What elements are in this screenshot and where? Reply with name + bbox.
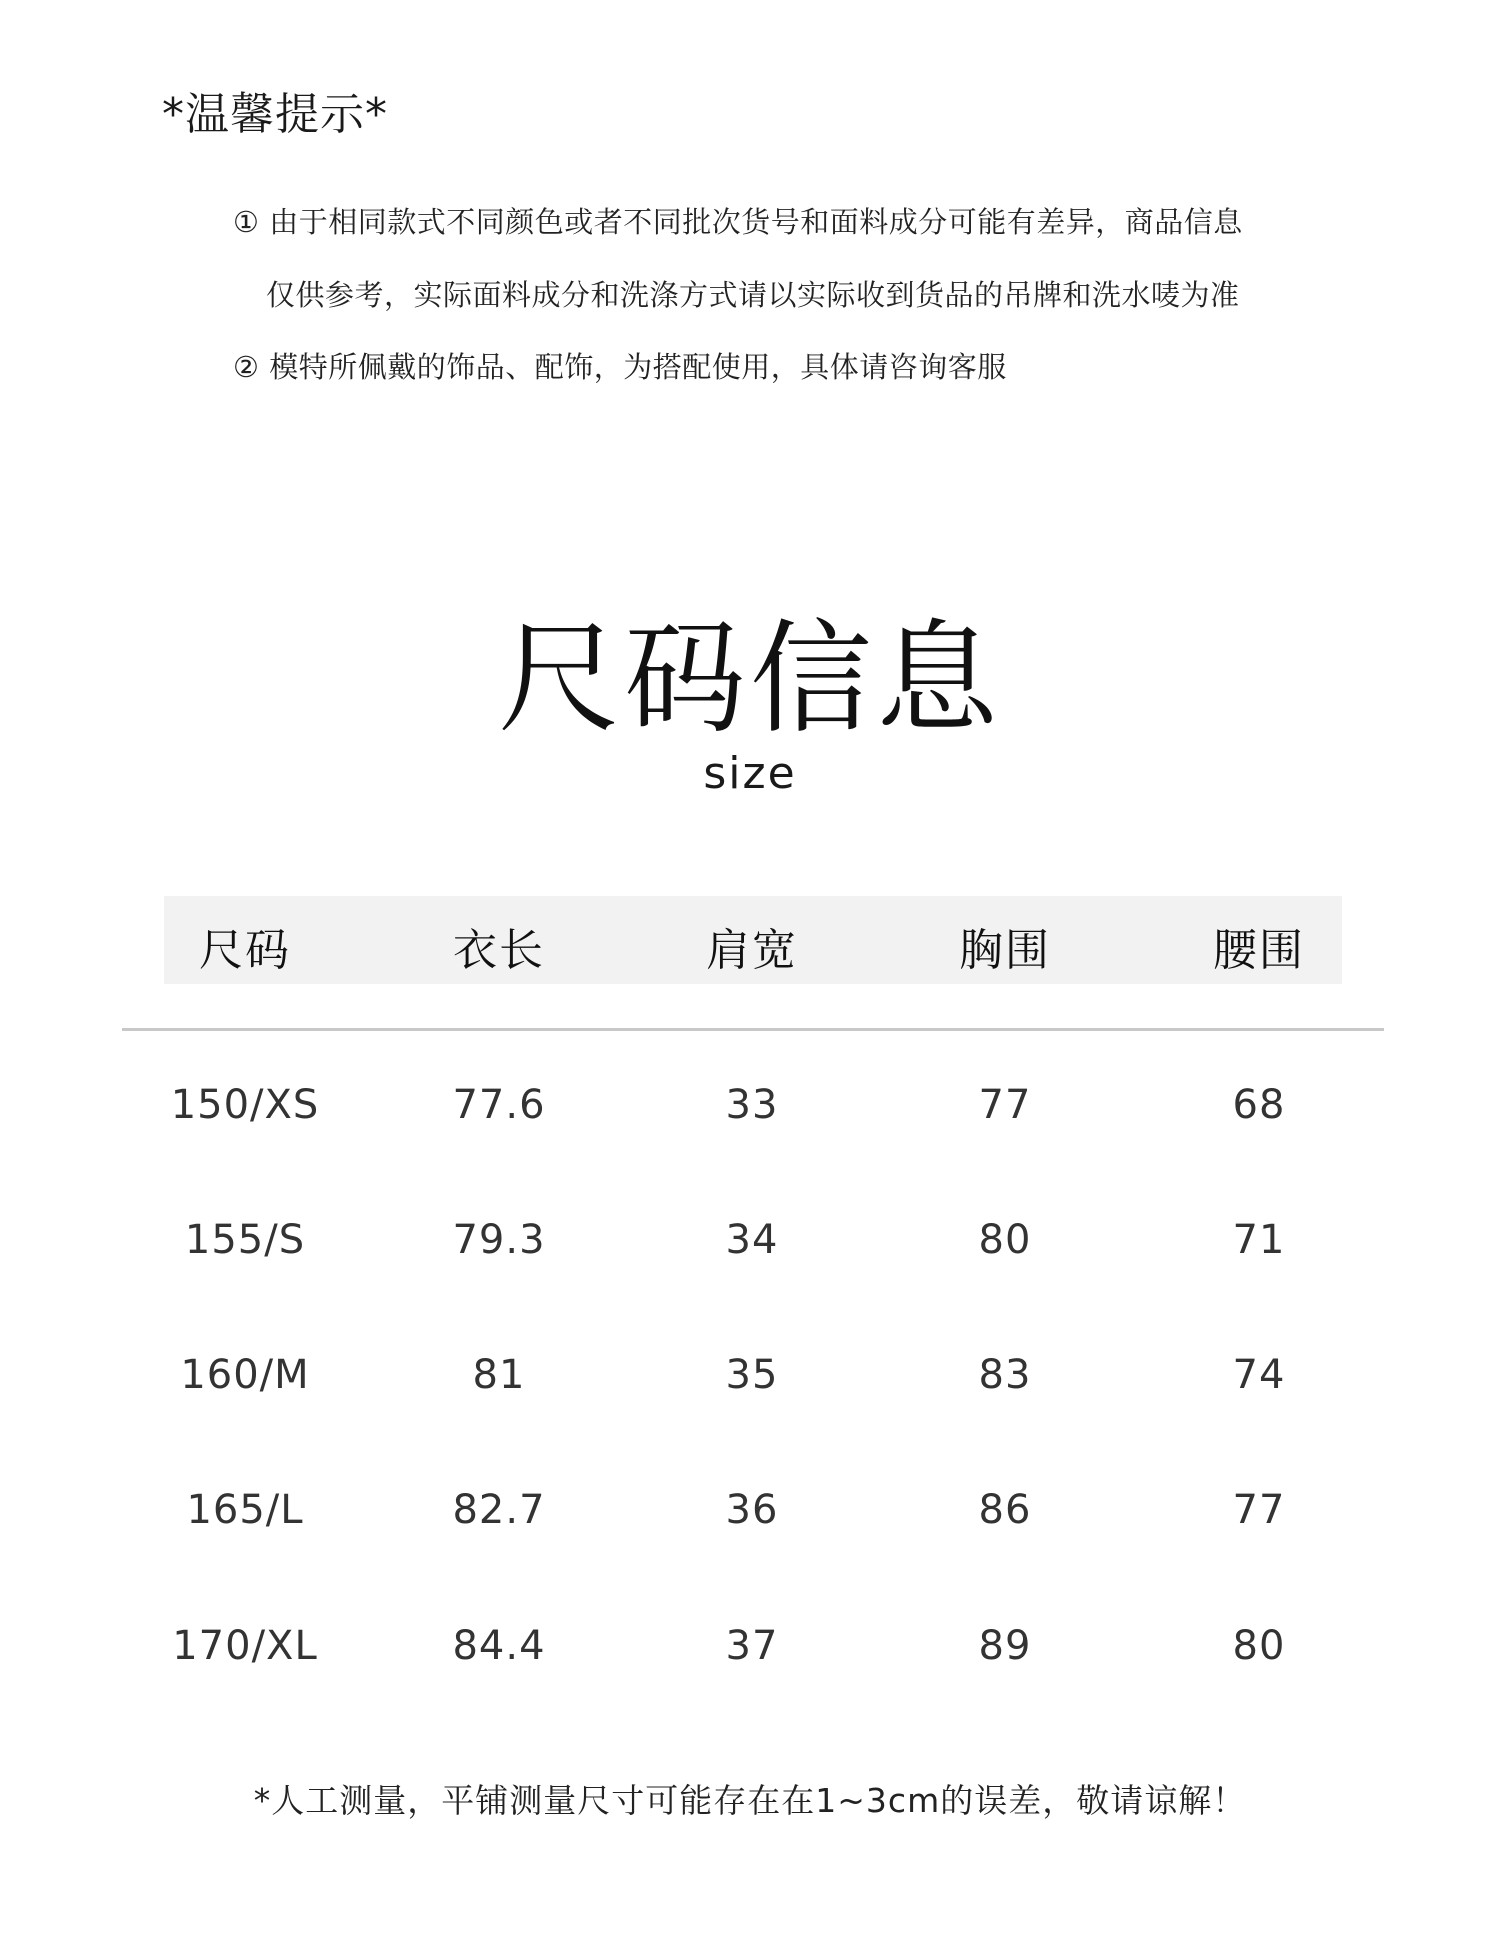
cell-size: 160/M (180, 1352, 310, 1398)
cell-waist: 77 (1232, 1487, 1286, 1533)
cell-waist: 68 (1232, 1082, 1286, 1128)
cell-chest: 80 (978, 1217, 1032, 1263)
size-info-title: 尺码信息 (498, 608, 1002, 750)
cell-length: 84.4 (452, 1623, 546, 1669)
cell-shoulder: 35 (725, 1352, 779, 1398)
measurement-footnote: *人工测量，平铺测量尺寸可能存在在1~3cm的误差，敬请谅解！ (253, 1781, 1247, 1820)
header-waist: 腰围 (1213, 925, 1305, 976)
cell-waist: 74 (1232, 1352, 1286, 1398)
header-shoulder: 肩宽 (706, 925, 798, 976)
cell-shoulder: 37 (725, 1623, 779, 1669)
cell-shoulder: 33 (725, 1082, 779, 1128)
cell-size: 170/XL (172, 1623, 318, 1669)
size-info-subtitle: size (703, 748, 797, 799)
cell-chest: 89 (978, 1623, 1032, 1669)
tip-item-1-line-1: ① 由于相同款式不同颜色或者不同批次货号和面料成分可能有差异，商品信息 (233, 205, 1243, 239)
cell-shoulder: 34 (725, 1217, 779, 1263)
tip-item-2: ② 模特所佩戴的饰品、配饰，为搭配使用，具体请咨询客服 (233, 350, 1007, 384)
cell-length: 82.7 (452, 1487, 546, 1533)
header-size: 尺码 (199, 925, 291, 976)
header-length: 衣长 (453, 925, 545, 976)
cell-length: 79.3 (452, 1217, 546, 1263)
cell-size: 150/XS (170, 1082, 320, 1128)
tip-item-1-line-2: 仅供参考，实际面料成分和洗涤方式请以实际收到货品的吊牌和洗水唛为准 (266, 278, 1240, 312)
cell-waist: 71 (1232, 1217, 1286, 1263)
cell-length: 81 (472, 1352, 526, 1398)
table-divider (122, 1028, 1384, 1031)
cell-chest: 83 (978, 1352, 1032, 1398)
cell-length: 77.6 (452, 1082, 546, 1128)
cell-waist: 80 (1232, 1623, 1286, 1669)
header-chest: 胸围 (959, 925, 1051, 976)
cell-shoulder: 36 (725, 1487, 779, 1533)
tips-title: *温馨提示* (162, 89, 388, 140)
cell-chest: 86 (978, 1487, 1032, 1533)
cell-size: 155/S (184, 1217, 306, 1263)
cell-chest: 77 (978, 1082, 1032, 1128)
cell-size: 165/L (186, 1487, 304, 1533)
